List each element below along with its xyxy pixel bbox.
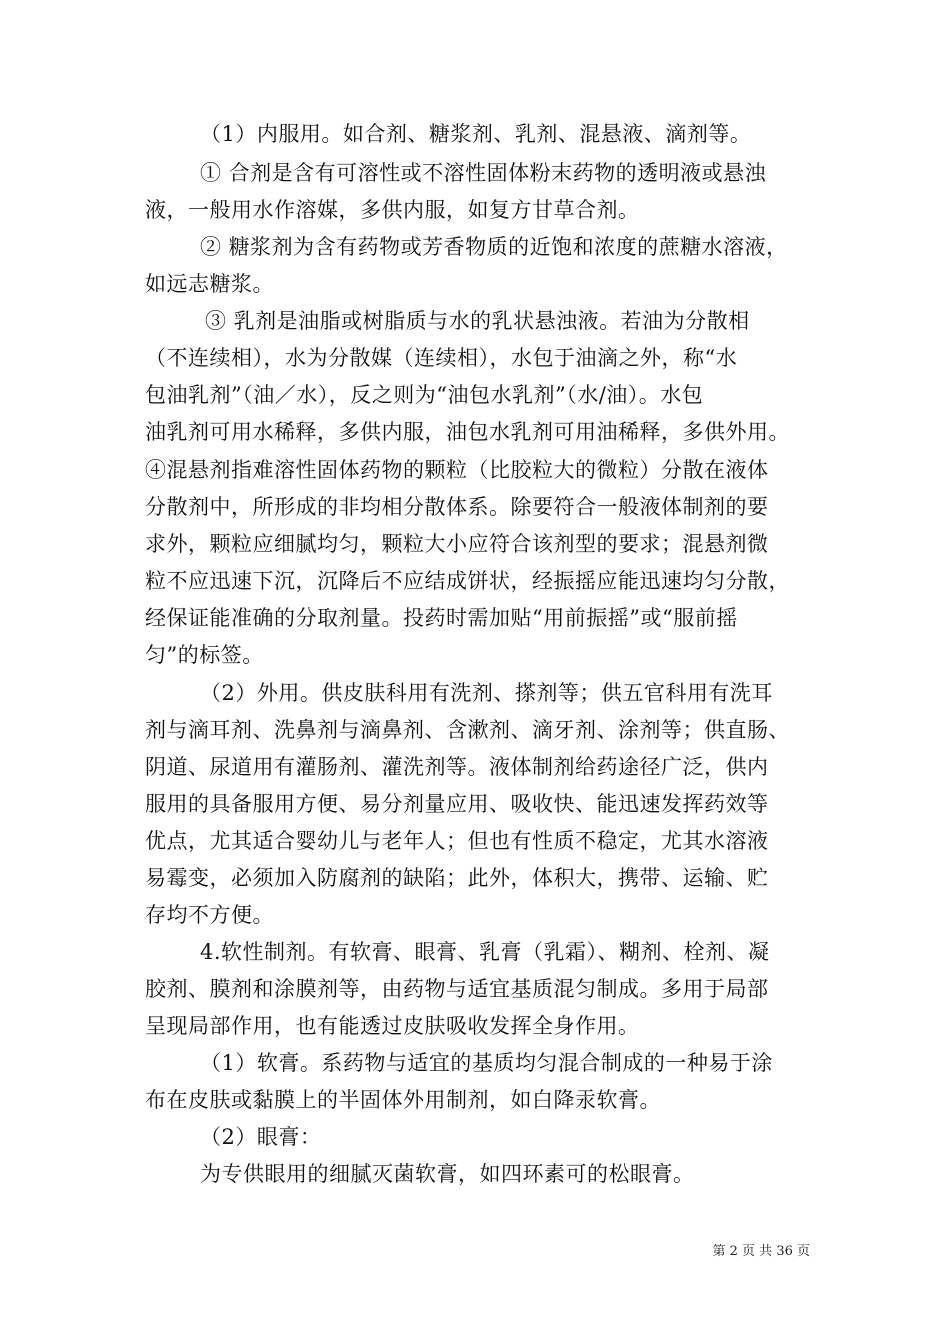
paragraph-line: 布在皮肤或黏膜上的半固体外用制剂，如白降汞软膏。: [145, 1088, 661, 1112]
paragraph-line: 如远志糖浆。: [145, 272, 274, 296]
paragraph-line: 呈现局部作用，也有能透过皮肤吸收发挥全身作用。: [145, 1014, 640, 1038]
paragraph-line: 剂与滴耳剂、洗鼻剂与滴鼻剂、含漱剂、滴牙剂、涂剂等；供直肠、: [145, 718, 790, 742]
paragraph-line: 服用的具备服用方便、易分剂量应用、吸收快、能迅速发挥药效等: [145, 792, 769, 816]
paragraph-line: 匀”的标签。: [145, 643, 264, 667]
paragraph-line: 胶剂、膜剂和涂膜剂等，由药物与适宜基质混匀制成。多用于局部: [145, 977, 769, 1001]
paragraph-line: 粒不应迅速下沉，沉降后不应结成饼状，经振摇应能迅速均匀分散，: [145, 569, 790, 593]
paragraph-line: 液，一般用水作溶媒，多供内服，如复方甘草合剂。: [145, 198, 640, 222]
paragraph-line: ③ 乳剂是油脂或树脂质与水的乳状悬浊液。若油为分散相: [205, 309, 750, 333]
paragraph-line: ① 合剂是含有可溶性或不溶性固体粉末药物的透明液或悬浊: [200, 161, 767, 185]
paragraph-line: 存均不方便。: [145, 903, 274, 927]
paragraph-line: 阴道、尿道用有灌肠剂、灌洗剂等。液体制剂给药途径广泛，供内: [145, 755, 769, 779]
paragraph-line: ④混悬剂指难溶性固体药物的颗粒（比胶粒大的微粒）分散在液体: [145, 458, 769, 482]
page-number-footer: 第 2 页 共 36 页: [712, 1244, 810, 1259]
paragraph-line: 为专供眼用的细腻灭菌软膏，如四环素可的松眼膏。: [200, 1162, 695, 1186]
paragraph-line: 分散剂中，所形成的非均相分散体系。除要符合一般液体制剂的要: [145, 495, 769, 519]
paragraph-line: （1）软膏。系药物与适宜的基质均匀混合制成的一种易于涂: [200, 1051, 773, 1075]
paragraph-line: ② 糖浆剂为含有药物或芳香物质的近饱和浓度的蔗糖水溶液，: [200, 235, 788, 259]
paragraph-line: （不连续相），水为分散媒（连续相），水包于油滴之外，称“水: [145, 346, 738, 370]
paragraph-line: 包油乳剂”（油／水），反之则为“油包水乳剂”（水/油）。水包: [145, 383, 704, 407]
paragraph-line: （2）外用。供皮肤科用有洗剂、搽剂等；供五官科用有洗耳: [200, 681, 773, 705]
paragraph-line: （1）内服用。如合剂、糖浆剂、乳剂、混悬液、滴剂等。: [200, 122, 752, 146]
paragraph-line: （2）眼膏：: [200, 1125, 322, 1149]
paragraph-line: 求外，颗粒应细腻均匀，颗粒大小应符合该剂型的要求；混悬剂微: [145, 532, 769, 556]
paragraph-line: 易霉变，必须加入防腐剂的缺陷；此外，体积大，携带、运输、贮: [145, 866, 769, 890]
paragraph-line: 优点，尤其适合婴幼儿与老年人；但也有性质不稳定，尤其水溶液: [145, 829, 769, 853]
section-heading-line: 4.软性制剂。有软膏、眼膏、乳膏（乳霜）、糊剂、栓剂、凝: [200, 940, 770, 964]
paragraph-line: 油乳剂可用水稀释，多供内服，油包水乳剂可用油稀释，多供外用。: [145, 420, 790, 444]
paragraph-line: 经保证能准确的分取剂量。投药时需加贴“用前振摇”或“服前摇: [145, 606, 738, 630]
